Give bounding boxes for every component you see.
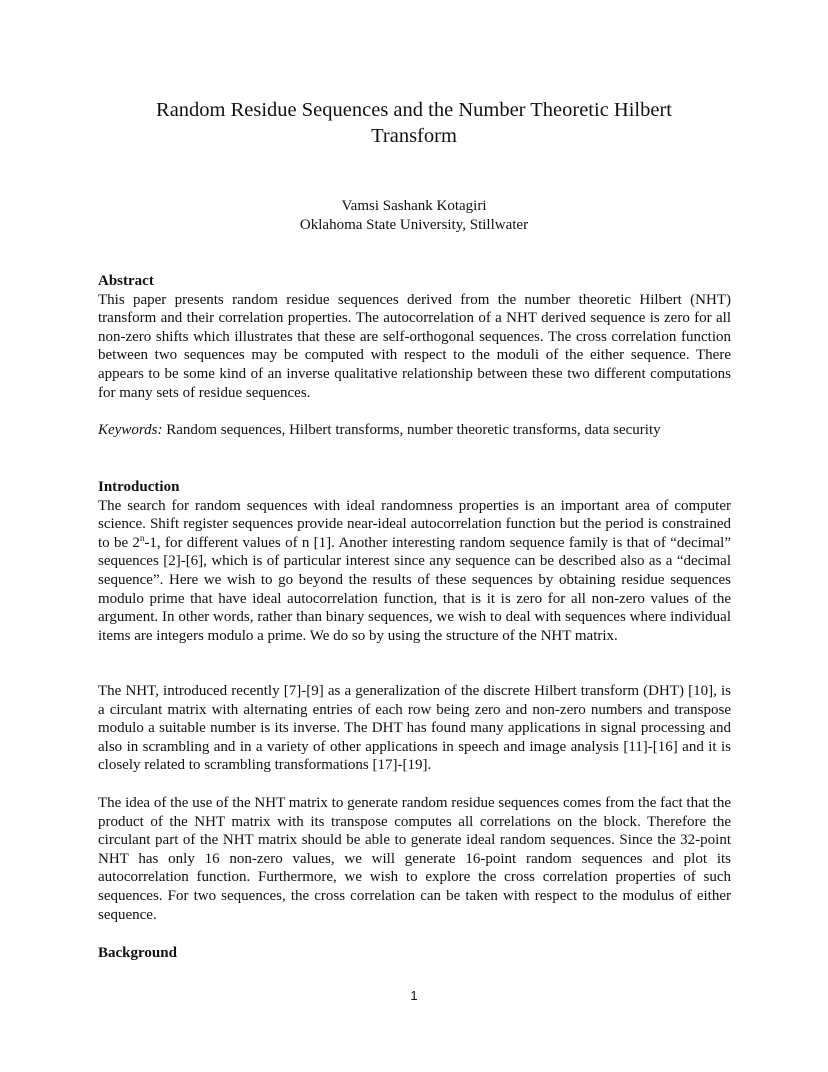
abstract-section xyxy=(98,272,731,402)
title-line-1: Random Residue Sequences and the Number Theoretic Hilbert xyxy=(156,99,672,121)
introduction-section xyxy=(98,478,731,645)
abstract-heading: Abstract xyxy=(98,273,154,289)
author-name: Vamsi Sashank Kotagiri xyxy=(341,198,487,214)
intro-p1-part-b: -1, for different values of n [1]. Another interesting random sequence family is that of “decimal” sequences [2]-[6], which is of particular interest since any sequence can be described also as a “decimal sequence”. Here we wish to go beyond the results of these sequences by obtaining residue sequences modulo prime that have ideal autocorrelation function, that is it is zero for all non-zero values of the argument. In other words, rather than binary sequences, we wish to deal with sequences where individual items are integers modulo a prime. We do so by using the structure of the NHT matrix. xyxy=(98,534,731,644)
intro-paragraph-2: The NHT, introduced recently [7]-[9] as a generalization of the discrete Hilbert transform (DHT) [10], is a circulant matrix with alternating entries of each row being zero and non-zero numbers and transpose modulo a suitable number is its inverse. The DHT has found many applications in signal processing and also in scrambling and in a variety of other applications in speech and image analysis [11]-[16] and it is closely related to scrambling transformations [17]-[19]. xyxy=(98,683,731,774)
intro-paragraph-3: The idea of the use of the NHT matrix to generate random residue sequences comes from the fact that the product of the NHT matrix with its transpose computes all correlations on the block. Therefore the circulant part of the NHT matrix should be able to generate ideal random sequences. Since the 32-point NHT has only 16 non-zero values, we will generate 16-point random sequences and plot its autocorrelation function. Furthermore, we wish to explore the cross correlation properties of such sequences. For two sequences, the cross correlation can be taken with respect to the modulus of either sequence. xyxy=(98,795,731,923)
background-section xyxy=(98,944,731,963)
introduction-heading: Introduction xyxy=(98,479,180,495)
intro-p1-part-a: The search for random sequences with ideal randomness properties is an important area of computer science. Shift register sequences provide near-ideal autocorrelation function but the period is constrained to be 2 xyxy=(98,497,731,551)
keywords-text: Random sequences, Hilbert transforms, number theoretic transforms, data security xyxy=(162,422,661,438)
background-heading: Background xyxy=(98,945,177,961)
author-affiliation: Oklahoma State University, Stillwater xyxy=(299,217,529,233)
title-line-2: Transform xyxy=(371,125,457,147)
intro-p1-superscript: n xyxy=(139,532,145,543)
paper-title xyxy=(98,97,730,149)
intro-paragraph-1 xyxy=(98,498,731,644)
abstract-text: This paper presents random residue sequences derived from the number theoretic Hilbert (NHT) transform and their correlation properties. The autocorrelation of a NHT derived sequence is zero for all non-zero shifts which illustrates that these are self-orthogonal sequences. The cross correlation function between two sequences may be computed with respect to the moduli of the either sequence. There appears to be some kind of an inverse qualitative relationship between these two different computations for many sets of residue sequences. xyxy=(98,291,731,401)
keywords-label: Keywords: xyxy=(98,422,163,438)
keywords-line xyxy=(98,421,731,440)
author-block xyxy=(98,197,730,235)
page-number: 1 xyxy=(410,988,418,1003)
